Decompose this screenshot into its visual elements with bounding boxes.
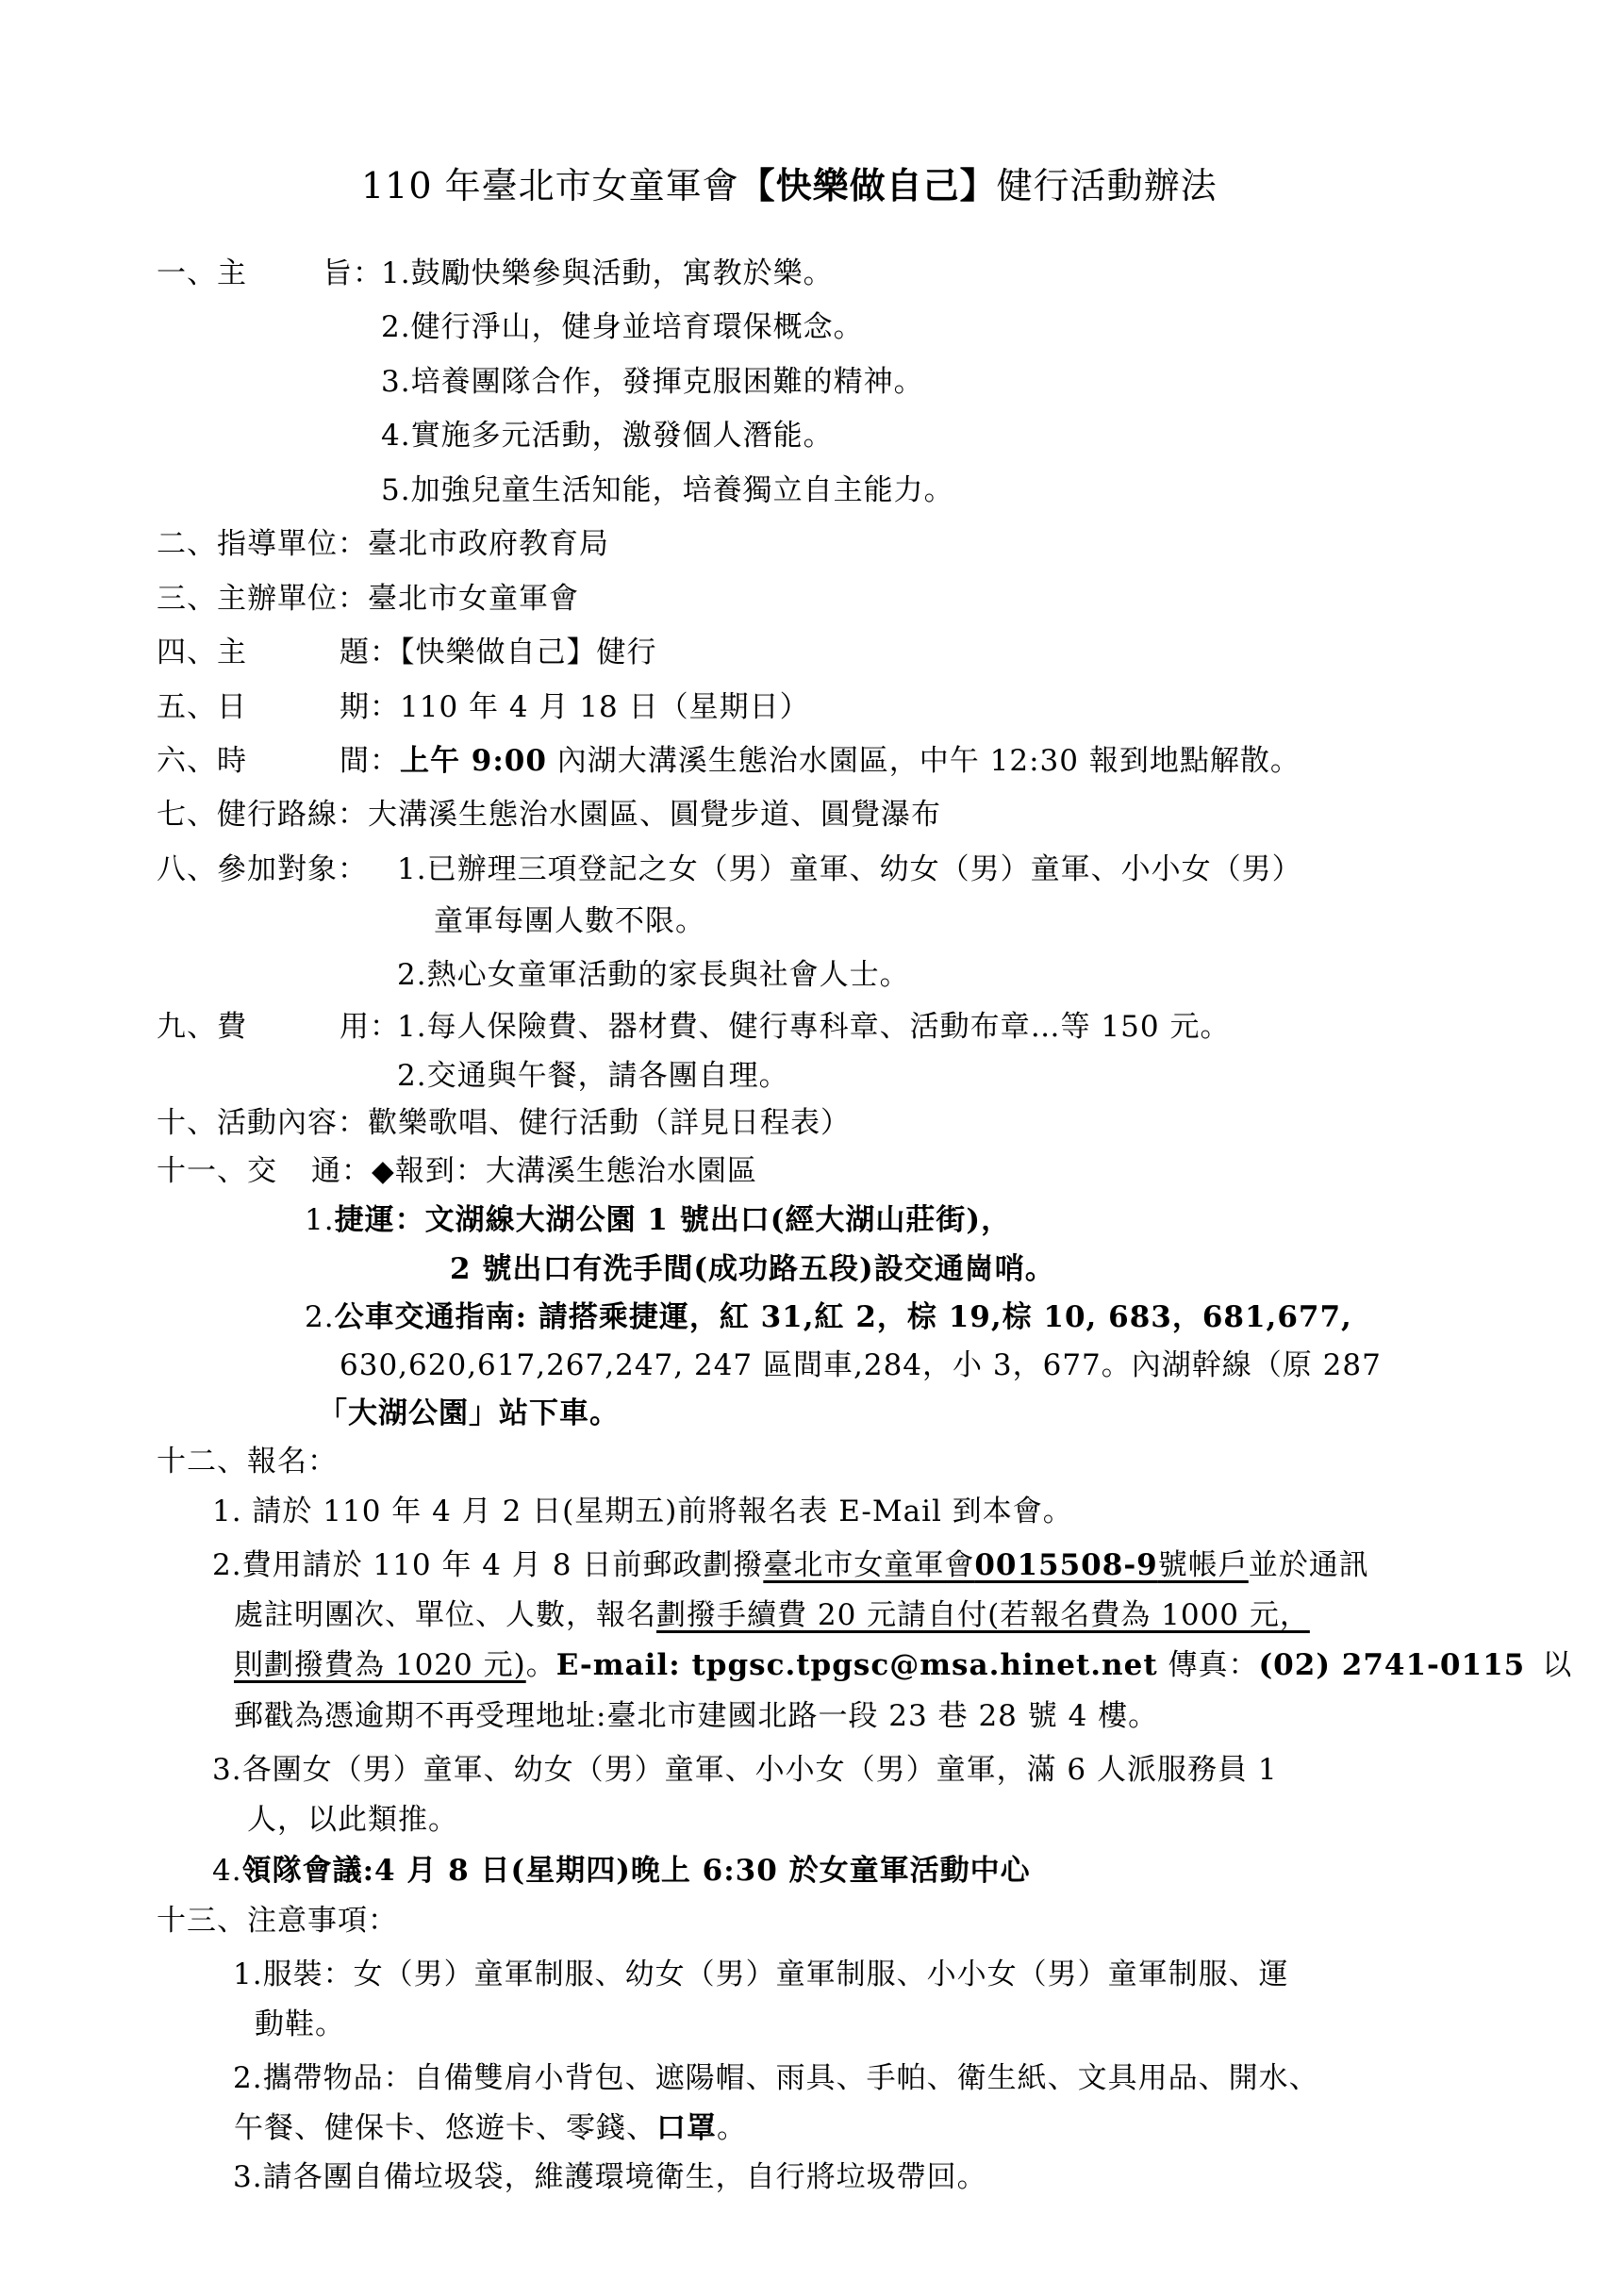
- purpose-item-1: 1.鼓勵快樂參與活動，寓教於樂。: [381, 256, 834, 290]
- notes-item-1-cont: 動鞋。: [255, 2007, 345, 2041]
- purpose-item-3: 3.培養團隊合作，發揮克服困難的精神。: [381, 365, 924, 399]
- fees-item-1: 1.每人保險費、器材費、健行專科章、活動布章…等 150 元。: [397, 1010, 1231, 1044]
- section-notes-label: 十三、注意事項：: [157, 1904, 398, 1938]
- title-suffix: 健行活動辦法: [996, 165, 1218, 206]
- purpose-item-2: 2.健行淨山，健身並培育環保概念。: [381, 310, 864, 344]
- registration-item-4: 4.領隊會議:4 月 8 日(星期四)晚上 6:30 於女童軍活動中心: [212, 1854, 1031, 1888]
- registration-item-2-line3: 則劃撥費為 1020 元)。E-mail: tpgsc.tpgsc@msa.hinet.net 傳真：(02) 2741-0115 以: [234, 1648, 1573, 1682]
- registration-item-3: 3.各團女（男）童軍、幼女（男）童軍、小小女（男）童軍，滿 6 人派服務員 1: [212, 1753, 1278, 1787]
- section-supervisor: 二、指導單位：臺北市政府教育局: [157, 527, 609, 561]
- section-transport: 十一、交 通：◆報到：大溝溪生態治水園區: [157, 1154, 757, 1188]
- purpose-item-4: 4.實施多元活動，激發個人潛能。: [381, 419, 834, 453]
- contact-email: E-mail: tpgsc.tpgsc@msa.hinet.net: [555, 1648, 1158, 1682]
- contact-fax: (02) 2741-0115: [1258, 1648, 1526, 1682]
- registration-item-2: 2.費用請於 110 年 4 月 8 日前郵政劃撥臺北市女童軍會0015508-9號帳戶並於通訊: [212, 1548, 1369, 1582]
- section-content: 十、活動內容：歡樂歌唱、健行活動（詳見日程表）: [157, 1106, 851, 1140]
- fees-item-2: 2.交通與午餐，請各團自理。: [397, 1059, 789, 1093]
- notes-item-1: 1.服裝：女（男）童軍制服、幼女（男）童軍制服、小小女（男）童軍制服、運: [233, 1957, 1289, 1991]
- registration-item-2-line4: 郵戳為憑逾期不再受理地址:臺北市建國北路一段 23 巷 28 號 4 樓。: [234, 1699, 1159, 1733]
- registration-item-3-cont: 人，以此類推。: [247, 1803, 458, 1837]
- section-time: 六、時 間：上午 9:00 內湖大溝溪生態治水園區，中午 12:30 報到地點解散。: [157, 744, 1301, 778]
- participants-item-1: 1.已辦理三項登記之女（男）童軍、幼女（男）童軍、小小女（男）: [397, 852, 1302, 886]
- section-participants-label: 八、參加對象：: [157, 852, 368, 886]
- notes-item-2-cont: 午餐、健保卡、悠遊卡、零錢、口罩。: [234, 2111, 747, 2145]
- section-theme: 四、主 題：【快樂做自己】健行: [157, 636, 657, 669]
- transport-bus-stop: 「大湖公園」站下車。: [318, 1396, 620, 1430]
- transport-mrt-cont: 2 號出口有洗手間(成功路五段)設交通崗哨。: [450, 1252, 1055, 1286]
- title-prefix: 110 年臺北市女童軍會: [361, 165, 739, 206]
- section-purpose-label: 一、主 旨：: [157, 256, 383, 290]
- section-route: 七、健行路線：大溝溪生態治水園區、圓覺步道、圓覺瀑布: [157, 798, 941, 832]
- transport-bus-cont: 630,620,617,267,247, 247 區間車,284，小 3，677。內湖幹線（原 287: [340, 1348, 1382, 1382]
- registration-item-2-line2: 處註明團次、單位、人數，報名劃撥手續費 20 元請自付(若報名費為 1000 元，: [234, 1598, 1310, 1632]
- registration-item-1: 1. 請於 110 年 4 月 2 日(星期五)前將報名表 E-Mail 到本會。: [212, 1495, 1073, 1528]
- section-registration-label: 十二、報名：: [157, 1445, 338, 1478]
- document-title: [361, 164, 1218, 206]
- notes-item-3: 3.請各團自備垃圾袋，維護環境衛生，自行將垃圾帶回。: [233, 2160, 987, 2194]
- purpose-item-5: 5.加強兒童生活知能，培養獨立自主能力。: [381, 473, 954, 507]
- participants-item-2: 2.熱心女童軍活動的家長與社會人士。: [397, 958, 910, 992]
- transport-bus: 2.公車交通指南: 請搭乘捷運，紅 31,紅 2，棕 19,棕 10, 683，681,677,: [305, 1300, 1352, 1334]
- notes-item-2: 2.攜帶物品：自備雙肩小背包、遮陽帽、雨具、手帕、衛生紙、文具用品、開水、: [233, 2061, 1319, 2095]
- section-organizer: 三、主辦單位：臺北市女童軍會: [157, 582, 579, 616]
- section-date: 五、日 期：110 年 4 月 18 日（星期日）: [157, 690, 810, 724]
- transport-mrt: 1.捷運：文湖線大湖公園 1 號出口(經大湖山莊街)，: [305, 1203, 1012, 1237]
- participants-item-1-cont: 童軍每團人數不限。: [434, 904, 705, 938]
- title-theme: 【快樂做自己】: [738, 164, 997, 206]
- section-fees-label: 九、費 用：: [157, 1010, 400, 1044]
